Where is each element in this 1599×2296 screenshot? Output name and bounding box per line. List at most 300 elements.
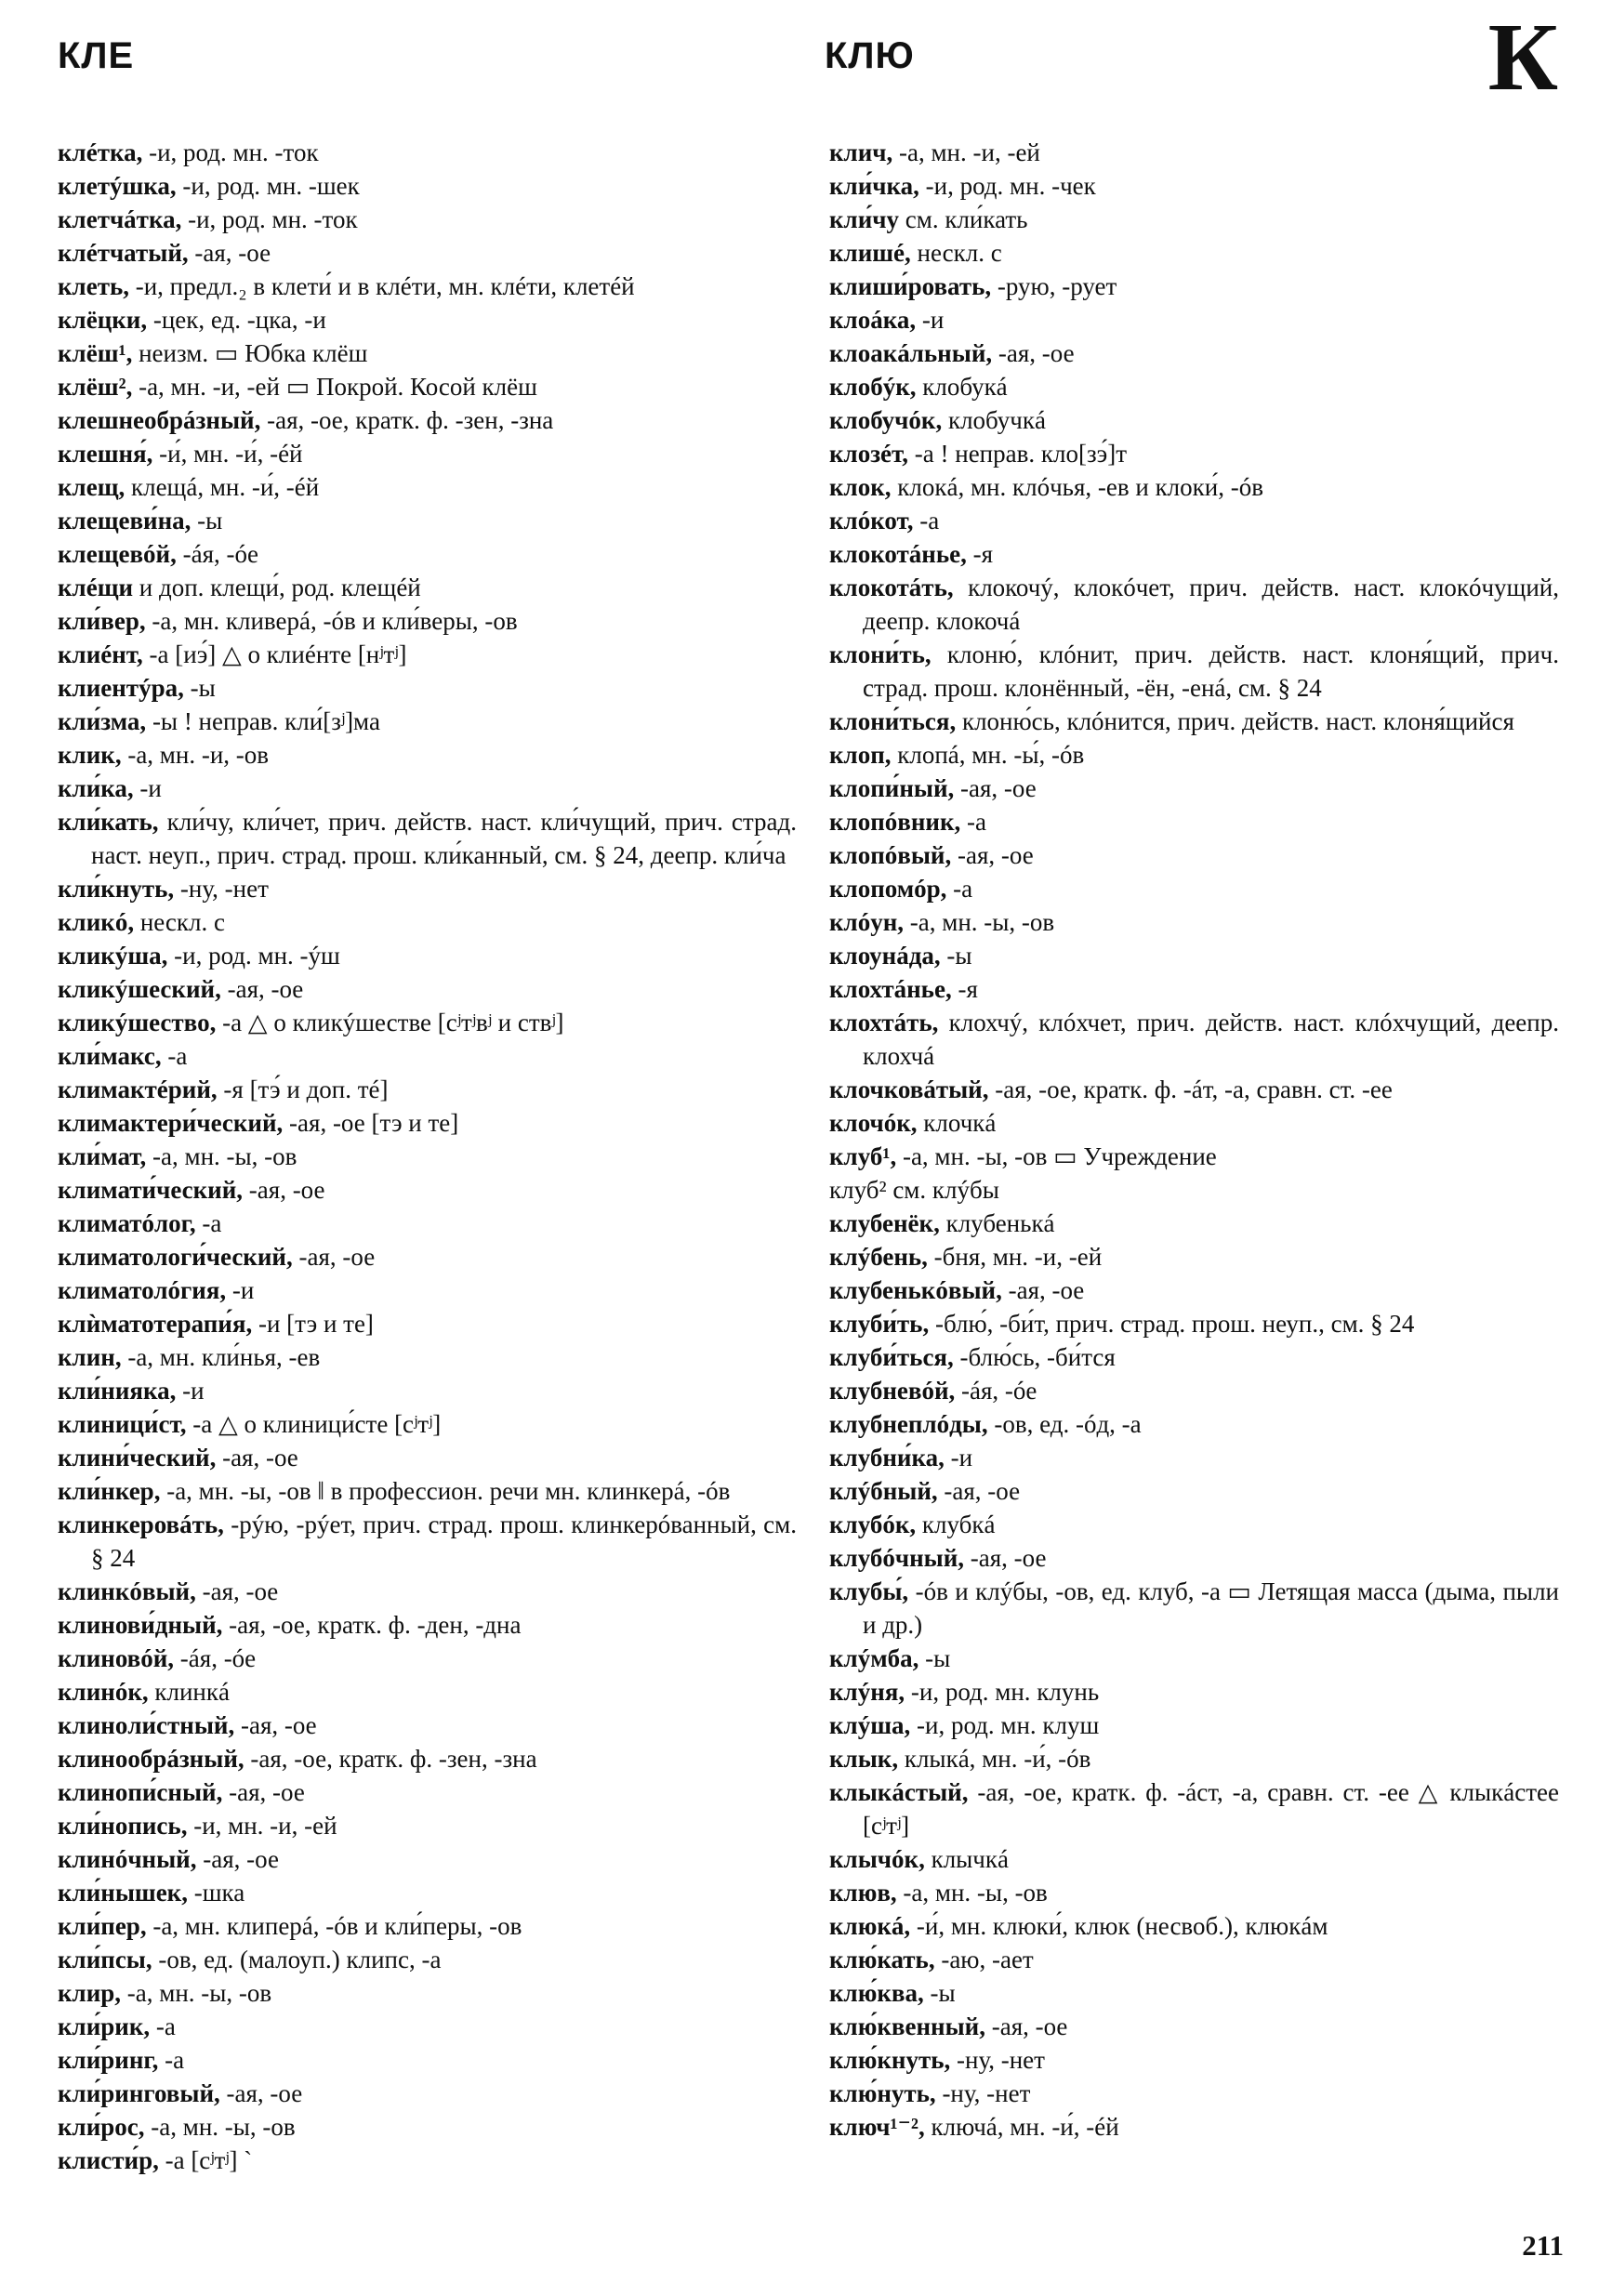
entry-headword: клёш², — [58, 373, 133, 401]
dictionary-entry — [58, 1106, 797, 1140]
entry-grammar: клокочý, клокóчет, прич. действ. наст. клокóчущий, деепр. клокочá — [863, 574, 1559, 635]
dictionary-entry — [829, 1407, 1559, 1441]
entry-grammar: -а [сʲтʲ] ` — [158, 2146, 253, 2174]
entry-grammar: -и, род. мн. -ýш — [167, 942, 340, 970]
entry-grammar: -рую, -рует — [991, 272, 1117, 300]
entry-headword: клубни́ка, — [829, 1444, 945, 1471]
entry-grammar: -ая, -ое — [188, 239, 271, 267]
entry-headword: клубóк, — [829, 1511, 917, 1538]
entry-grammar: -ы — [191, 507, 223, 534]
dictionary-entry — [829, 738, 1559, 772]
entry-grammar: см. кли́кать — [899, 205, 1028, 233]
dictionary-entry — [829, 1307, 1559, 1340]
entry-headword: клéтка, — [58, 139, 143, 166]
dictionary-entry — [829, 504, 1559, 537]
entry-headword: клýбный, — [829, 1477, 938, 1505]
entry-headword: клуби́ться, — [829, 1343, 954, 1371]
entry-headword: клюкá, — [829, 1912, 911, 1940]
entry-grammar: -ая, -ое — [954, 774, 1037, 802]
entry-grammar: -и, род. мн. -ток — [142, 139, 319, 166]
entry-headword: клопóвник, — [829, 808, 961, 836]
dictionary-entry — [58, 772, 797, 805]
entry-grammar: -ы ! неправ. кли́[зʲ]ма — [146, 707, 380, 735]
entry-headword: клю́нуть, — [829, 2079, 936, 2107]
dictionary-entry — [58, 1073, 797, 1106]
entry-headword: кликýшество, — [58, 1009, 217, 1036]
entry-grammar: -и, мн. -и, -ей — [187, 1812, 337, 1840]
entry-headword: клыкáстый, — [829, 1778, 969, 1806]
dictionary-entry — [829, 772, 1559, 805]
entry-grammar: -а ! неправ. кло[зэ́]т — [908, 440, 1127, 468]
dictionary-entry — [829, 638, 1559, 705]
dictionary-entry — [58, 1340, 797, 1374]
entry-headword: кликýша, — [58, 942, 168, 970]
left-column — [58, 136, 797, 2177]
entry-headword: клони́ть, — [829, 640, 932, 668]
dictionary-entry — [58, 1742, 797, 1775]
entry-headword: клинóчный, — [58, 1845, 197, 1873]
dictionary-entry — [829, 1575, 1559, 1642]
entry-grammar: -ая, -ое — [1001, 1276, 1085, 1304]
dictionary-entry — [829, 437, 1559, 470]
entry-headword: клещеви́на, — [58, 507, 192, 534]
dictionary-entry — [58, 437, 797, 470]
dictionary-entry — [58, 1642, 797, 1675]
dictionary-entry — [58, 2043, 797, 2077]
entry-grammar: клопá, мн. -ы́, -óв — [891, 741, 1085, 769]
entry-headword: клýмба, — [829, 1644, 919, 1672]
entry-headword: клобучóк, — [829, 406, 943, 434]
entry-grammar: -áя, -óе — [955, 1377, 1037, 1405]
entry-headword: климати́ческий, — [58, 1176, 244, 1204]
dictionary-entry — [829, 838, 1559, 872]
entry-headword: клисти́р, — [58, 2146, 159, 2174]
entry-headword: ключ¹⁻², — [829, 2113, 925, 2141]
entry-headword: кли́кнуть, — [58, 875, 175, 903]
entry-grammar: -бня, мн. -и, -ей — [927, 1243, 1103, 1271]
entry-headword: клéщи — [58, 574, 134, 601]
entry-grammar: клочкá — [917, 1109, 997, 1137]
entry-grammar: -ы — [923, 1979, 956, 2007]
entry-grammar: -цек, ед. -цка, -и — [147, 306, 326, 334]
entry-grammar: кли́чу, кли́чет, прич. действ. наст. кли́чущий, прич. страд. наст. неуп., прич. страд. прош. кли́канный, см. § 24, деепр. кли́ча — [91, 808, 797, 869]
entry-headword: клетýшка, — [58, 172, 177, 200]
entry-headword: клохтáть, — [829, 1009, 939, 1036]
entry-headword: клёцки, — [58, 306, 148, 334]
entry-headword: кли́нышек, — [58, 1879, 188, 1907]
entry-grammar: -ая, -ое — [992, 339, 1075, 367]
entry-headword: кли́рос, — [58, 2113, 145, 2141]
entry-grammar: -и [тэ и те] — [252, 1310, 374, 1338]
entry-headword: климатологи́ческий, — [58, 1243, 293, 1271]
entry-grammar: -ая, -ое — [964, 1544, 1047, 1572]
dictionary-entry — [829, 270, 1559, 303]
dictionary-entry — [829, 2110, 1559, 2144]
entry-grammar: неизм. ▭ Юбка клёш — [132, 339, 368, 367]
entry-grammar: -а, мн. кливерá, -óв и кли́веры, -ов — [145, 607, 518, 635]
dictionary-entry — [829, 1642, 1559, 1675]
entry-headword: клю́кать, — [829, 1946, 935, 1973]
left-guide-word: КЛЕ — [58, 35, 135, 76]
right-guide-word: КЛЮ — [825, 35, 915, 76]
entry-grammar: -а △ о кликýшестве [сʲтʲвʲ и ствʲ] — [216, 1009, 564, 1036]
entry-grammar: клубенькá — [939, 1209, 1055, 1237]
dictionary-entry — [829, 303, 1559, 336]
dictionary-entry — [58, 1407, 797, 1441]
entry-headword: клини́ческий, — [58, 1444, 217, 1471]
dictionary-entry — [58, 2110, 797, 2144]
entry-headword: клиши́ровать, — [829, 272, 992, 300]
entry-grammar: -а, мн. -ы, -ов — [896, 1879, 1048, 1907]
dictionary-entry — [58, 1273, 797, 1307]
entry-grammar: -ая, -ое, кратк. ф. -зен, -зна — [244, 1745, 537, 1773]
entry-grammar: -óв и клýбы, -ов, ед. клуб, -а ▭ Летящая масса (дыма, пыли и др.) — [863, 1577, 1559, 1639]
entry-headword: клю́квенный, — [829, 2012, 985, 2040]
dictionary-entry — [829, 1441, 1559, 1474]
dictionary-entry — [58, 1876, 797, 1909]
entry-headword: кликó, — [58, 908, 135, 936]
entry-headword: клопи́ный, — [829, 774, 955, 802]
entry-grammar: -ая, -ое [тэ и те] — [283, 1109, 459, 1137]
entry-grammar: -ая, -ое — [234, 1711, 317, 1739]
entry-headword: клохтáнье, — [829, 975, 952, 1003]
entry-headword: клинoли́стный, — [58, 1711, 235, 1739]
entry-headword: клубенькóвый, — [829, 1276, 1002, 1304]
right-column — [829, 136, 1559, 2144]
entry-headword: кли́рик, — [58, 2012, 151, 2040]
entry-grammar: -и, предл.₂ в клети́ и в клéти, мн. клéти, клетéй — [128, 272, 635, 300]
entry-headword: клок, — [829, 473, 892, 501]
dictionary-entry — [58, 1474, 797, 1508]
dictionary-entry — [829, 905, 1559, 939]
entry-headword: кли́вер, — [58, 607, 146, 635]
entry-headword: клинопи́сный, — [58, 1778, 223, 1806]
dictionary-entry — [58, 1909, 797, 1943]
dictionary-entry — [58, 303, 797, 336]
entry-grammar: -а — [960, 808, 986, 836]
dictionary-entry — [58, 236, 797, 270]
entry-headword: клишé, — [829, 239, 911, 267]
entry-headword: кликýшеский, — [58, 975, 221, 1003]
entry-headword: клокотáнье, — [829, 540, 967, 568]
dictionary-entry — [58, 1240, 797, 1273]
entry-grammar: -и, род. мн. клунь — [905, 1678, 1100, 1706]
entry-grammar: -блю́, -би́т, прич. страд. прош. неуп., см. § 24 — [929, 1310, 1415, 1338]
dictionary-entry — [58, 671, 797, 705]
entry-headword: кли́ринговый, — [58, 2079, 220, 2107]
entry-headword: клéтчатый, — [58, 239, 189, 267]
dictionary-entry — [58, 2144, 797, 2177]
entry-headword: климактéрий, — [58, 1075, 218, 1103]
dictionary-entry — [58, 203, 797, 236]
dictionary-entry — [829, 1976, 1559, 2010]
dictionary-entry — [829, 2077, 1559, 2110]
dictionary-entry — [829, 1006, 1559, 1073]
entry-grammar: клинкá — [148, 1678, 230, 1706]
entry-headword: клин, — [58, 1343, 122, 1371]
dictionary-entry — [58, 1775, 797, 1809]
entry-headword: клóун, — [829, 908, 905, 936]
dictionary-entry — [58, 1508, 797, 1575]
entry-grammar: -ая, -ое — [951, 841, 1034, 869]
entry-grammar: нескл. с — [134, 908, 225, 936]
dictionary-entry — [829, 1675, 1559, 1709]
entry-grammar: -а, мн. -ы, -ов ▭ Учреждение — [896, 1142, 1217, 1170]
dictionary-entry — [58, 1809, 797, 1842]
entry-grammar: -ну, -нет — [935, 2079, 1031, 2107]
entry-grammar: -рýю, -рýет, прич. страд. прош. клинкерóванный, см. § 24 — [91, 1511, 797, 1572]
entry-grammar: ключá, мн. -и́, -éй — [924, 2113, 1119, 2141]
entry-headword: клинóк, — [58, 1678, 149, 1706]
dictionary-entry — [58, 1608, 797, 1642]
entry-grammar: -и, род. мн. -ток — [181, 205, 358, 233]
entry-headword: клинообрáзный, — [58, 1745, 244, 1773]
dictionary-entry — [829, 571, 1559, 638]
dictionary-entry — [829, 872, 1559, 905]
dictionary-entry — [829, 1273, 1559, 1307]
dictionary-entry — [58, 1575, 797, 1608]
entry-headword: клуб¹, — [829, 1142, 897, 1170]
dictionary-entry — [58, 1441, 797, 1474]
entry-grammar: -ая, -ое — [195, 1577, 279, 1605]
entry-grammar: клобучкá — [942, 406, 1046, 434]
dictionary-entry — [829, 805, 1559, 838]
entry-headword: клѝматотерапи́я, — [58, 1310, 253, 1338]
dictionary-entry — [58, 738, 797, 772]
entry-grammar: -я [тэ́ и доп. тé] — [217, 1075, 389, 1103]
dictionary-entry — [58, 1976, 797, 2010]
entry-grammar: -ая, -ое — [985, 2012, 1068, 2040]
dictionary-entry — [829, 972, 1559, 1006]
entry-headword: клык, — [829, 1745, 899, 1773]
entry-headword: кли́нияка, — [58, 1377, 177, 1405]
dictionary-entry — [829, 1106, 1559, 1140]
entry-grammar: -ая, -ое — [243, 1176, 325, 1204]
entry-grammar: -и — [176, 1377, 205, 1405]
entry-grammar: -блю́сь, -би́тся — [953, 1343, 1116, 1371]
dictionary-entry — [58, 403, 797, 437]
entry-headword: кли́чка, — [829, 172, 919, 200]
dictionary-entry — [829, 169, 1559, 203]
entry-grammar: клычкá — [924, 1845, 1009, 1873]
entry-grammar: -шка — [187, 1879, 245, 1907]
dictionary-entry — [829, 336, 1559, 370]
entry-headword: кли́ринг, — [58, 2046, 159, 2074]
dictionary-entry — [58, 1709, 797, 1742]
entry-headword: клю́кнуть, — [829, 2046, 951, 2074]
entry-grammar: -и, род. мн. -чек — [918, 172, 1096, 200]
entry-headword: клычóк, — [829, 1845, 925, 1873]
entry-headword: клоакáльный, — [829, 339, 993, 367]
entry-grammar: -а, мн. -ы, -ов ‖ в профессион. речи мн. клинкерá, -óв — [160, 1477, 731, 1505]
entry-grammar: -а — [913, 507, 940, 534]
dictionary-entry — [829, 939, 1559, 972]
dictionary-entry — [58, 2010, 797, 2043]
entry-headword: клинови́дный, — [58, 1611, 223, 1639]
dictionary-entry — [58, 905, 797, 939]
entry-headword: климактери́ческий, — [58, 1109, 284, 1137]
entry-headword: клочковáтый, — [829, 1075, 989, 1103]
entry-grammar: клокá, мн. клóчья, -ев и клоки́, -óв — [891, 473, 1263, 501]
dictionary-entry — [58, 1173, 797, 1207]
dictionary-entry — [829, 1474, 1559, 1508]
entry-grammar: клобукá — [916, 373, 1008, 401]
dictionary-entry — [58, 872, 797, 905]
entry-grammar: -и — [916, 306, 945, 334]
entry-headword: клýбень, — [829, 1243, 928, 1271]
dictionary-entry — [829, 1374, 1559, 1407]
entry-headword: клубы́, — [829, 1577, 909, 1605]
entry-grammar: -а — [946, 875, 973, 903]
entry-grammar: -ая, -ое — [196, 1845, 279, 1873]
dictionary-entry — [58, 2077, 797, 2110]
entry-grammar: -ов, ед. -óд, -а — [987, 1410, 1142, 1438]
dictionary-entry — [829, 2010, 1559, 2043]
dictionary-entry — [829, 1541, 1559, 1575]
dictionary-entry — [829, 470, 1559, 504]
dictionary-entry — [58, 972, 797, 1006]
entry-headword: клубнеплóды, — [829, 1410, 988, 1438]
entry-grammar: -а, мн. кли́нья, -ев — [121, 1343, 321, 1371]
entry-headword: клокотáть, — [829, 574, 954, 601]
dictionary-entry — [829, 1775, 1559, 1842]
entry-headword: клюв, — [829, 1879, 897, 1907]
entry-headword: клоп, — [829, 741, 892, 769]
entry-headword: клинкóвый, — [58, 1577, 196, 1605]
dictionary-entry — [58, 1006, 797, 1039]
entry-grammar: -а, мн. -ы, -ов — [146, 1142, 297, 1170]
entry-headword: клобýк, — [829, 373, 917, 401]
entry-grammar: клоню́сь, клóнится, прич. действ. наст. клоня́щийся — [956, 707, 1514, 735]
entry-headword: кли́нкер, — [58, 1477, 161, 1505]
entry-grammar: -ая, -ое — [937, 1477, 1021, 1505]
dictionary-entry — [829, 370, 1559, 403]
entry-grammar: -и, род. мн. -шек — [176, 172, 360, 200]
entry-headword: клубóчный, — [829, 1544, 965, 1572]
entry-grammar: -а, мн. -ы, -ов — [904, 908, 1055, 936]
dictionary-entry — [829, 136, 1559, 169]
dictionary-entry — [829, 236, 1559, 270]
entry-headword: клоунáда, — [829, 942, 941, 970]
dictionary-entry — [58, 705, 797, 738]
section-letter: К — [1487, 4, 1558, 111]
dictionary-entry — [58, 169, 797, 203]
entry-headword: кли́макс, — [58, 1042, 162, 1070]
entry-headword: клинкеровáть, — [58, 1511, 224, 1538]
entry-headword: клик, — [58, 741, 122, 769]
dictionary-entry — [58, 1140, 797, 1173]
entry-grammar: -а, мн. -и, -ей — [892, 139, 1040, 166]
dictionary-entry — [58, 1039, 797, 1073]
entry-grammar: -а [иэ́] △ о клиéнте [нʲтʲ] — [142, 640, 407, 668]
entry-grammar: -и — [226, 1276, 255, 1304]
dictionary-entry — [58, 470, 797, 504]
entry-grammar: -а, мн. -и, -ов — [121, 741, 270, 769]
entry-grammar: -ну, -нет — [174, 875, 269, 903]
dictionary-entry — [58, 537, 797, 571]
entry-grammar: -ну, -нет — [950, 2046, 1045, 2074]
entry-grammar: -я — [951, 975, 978, 1003]
dictionary-entry — [829, 1073, 1559, 1106]
dictionary-entry — [829, 1140, 1559, 1173]
entry-headword: клеть, — [58, 272, 129, 300]
entry-headword: кли́нопись, — [58, 1812, 188, 1840]
dictionary-entry — [829, 203, 1559, 236]
dictionary-entry — [58, 336, 797, 370]
dictionary-entry — [829, 1876, 1559, 1909]
dictionary-entry — [58, 136, 797, 169]
dictionary-entry — [58, 939, 797, 972]
dictionary-entry — [58, 1207, 797, 1240]
dictionary-entry — [58, 370, 797, 403]
dictionary-entry — [829, 1909, 1559, 1943]
entry-headword: кли́ка, — [58, 774, 134, 802]
entry-headword: клир, — [58, 1979, 122, 2007]
entry-headword: клони́ться, — [829, 707, 957, 735]
entry-headword: клю́ква, — [829, 1979, 924, 2007]
entry-headword: клещ, — [58, 473, 126, 501]
entry-headword: кли́пер, — [58, 1912, 147, 1940]
entry-headword: клиновóй, — [58, 1644, 175, 1672]
entry-headword: кли́псы, — [58, 1946, 152, 1973]
entry-grammar: клещá, мн. -и́, -éй — [125, 473, 320, 501]
entry-headword: кли́зма, — [58, 707, 147, 735]
entry-grammar: -а — [161, 1042, 188, 1070]
dictionary-entry — [829, 2043, 1559, 2077]
entry-headword: клуби́ть, — [829, 1310, 930, 1338]
entry-grammar: -ая, -ое, кратк. ф. -áт, -а, сравн. ст. -ее — [988, 1075, 1393, 1103]
entry-headword: клешня́, — [58, 440, 153, 468]
entry-grammar: -аю, -ает — [934, 1946, 1034, 1973]
entry-grammar: -и, род. мн. клуш — [910, 1711, 1100, 1739]
entry-headword: клозéт, — [829, 440, 909, 468]
entry-grammar: -ы — [918, 1644, 951, 1672]
entry-headword: клетчáтка, — [58, 205, 182, 233]
entry-grammar: -а △ о клиници́сте [сʲтʲ] — [186, 1410, 442, 1438]
entry-grammar: -и — [944, 1444, 973, 1471]
dictionary-entry — [829, 537, 1559, 571]
dictionary-entry — [829, 403, 1559, 437]
entry-grammar: -я — [966, 540, 994, 568]
entry-grammar: -ая, -ое — [219, 2079, 303, 2107]
entry-headword: клич, — [829, 139, 893, 166]
entry-headword: климатóлог, — [58, 1209, 196, 1237]
entry-grammar: клохчý, клóхчет, прич. действ. наст. клóхчущий, деепр. клохчá — [863, 1009, 1559, 1070]
entry-grammar: -а, мн. клиперá, -óв и кли́перы, -ов — [146, 1912, 522, 1940]
dictionary-entry — [829, 1240, 1559, 1273]
entry-grammar: -а — [150, 2012, 176, 2040]
entry-grammar: -ая, -ое, кратк. ф. -зен, -зна — [260, 406, 554, 434]
entry-grammar: -ая, -ое — [222, 1778, 305, 1806]
dictionary-entry — [829, 1842, 1559, 1876]
entry-grammar: клубкá — [916, 1511, 996, 1538]
entry-grammar: клуб² см. клýбы — [829, 1176, 999, 1204]
dictionary-entry — [58, 805, 797, 872]
entry-grammar: -а, мн. -ы, -ов — [144, 2113, 296, 2141]
entry-grammar: -а, мн. -ы, -ов — [121, 1979, 272, 2007]
entry-grammar: -ая, -ое — [216, 1444, 298, 1471]
entry-grammar: -и́, мн. клюки́, клюк (несвоб.), клюкáм — [910, 1912, 1328, 1940]
entry-grammar: -ы — [183, 674, 216, 702]
entry-grammar: -ая, -ое — [220, 975, 304, 1003]
entry-headword: клиници́ст, — [58, 1410, 187, 1438]
dictionary-entry — [58, 1943, 797, 1976]
entry-headword: клопомóр, — [829, 875, 947, 903]
entry-grammar: -áя, -óе — [174, 1644, 257, 1672]
dictionary-entry — [829, 1340, 1559, 1374]
entry-grammar: -ов, ед. (малоуп.) клипс, -а — [152, 1946, 442, 1973]
entry-headword: клиентýра, — [58, 674, 184, 702]
